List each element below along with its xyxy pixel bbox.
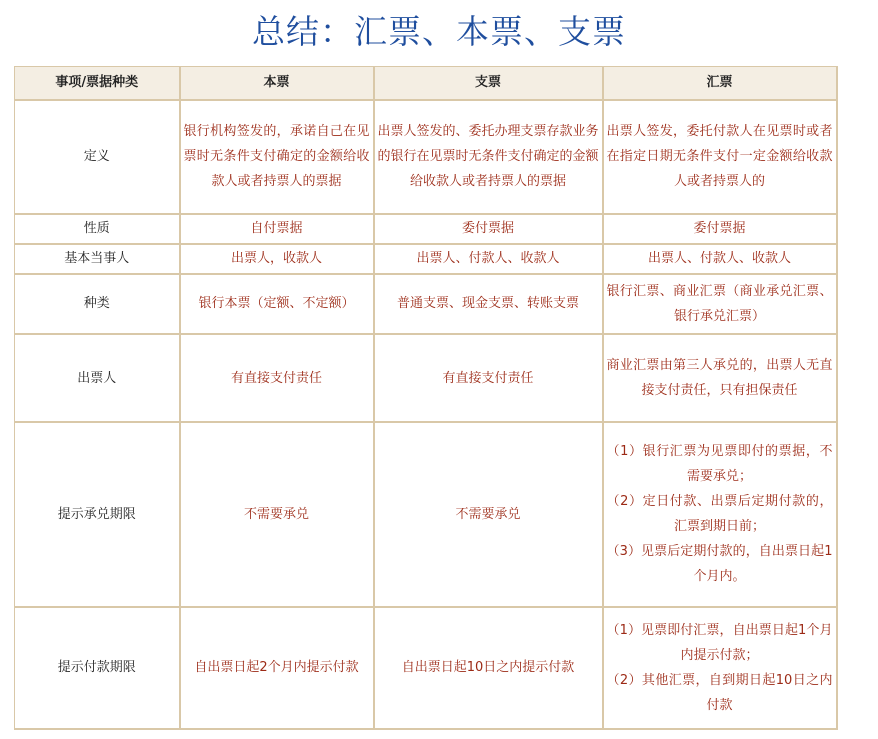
page-title: 总结：汇票、本票、支票 xyxy=(252,12,626,51)
cell-definition-check: 出票人签发的、委托办理支票存款业务的银行在见票时无条件支付确定的金额给收款人或者持票人的票据 xyxy=(374,100,603,214)
header-check: 支票 xyxy=(374,67,603,100)
cell-nature-promissory: 自付票据 xyxy=(180,214,374,244)
row-types xyxy=(15,274,837,334)
comparison-table xyxy=(14,66,838,730)
row-drawer xyxy=(15,334,837,422)
cell-parties-promissory: 出票人，收款人 xyxy=(180,244,374,274)
cell-payment-bill xyxy=(603,607,837,729)
cell-drawer-promissory: 有直接支付责任 xyxy=(180,334,374,422)
row-parties xyxy=(15,244,837,274)
cell-definition-bill: 出票人签发，委托付款人在见票时或者在指定日期无条件支付一定金额给收款人或者持票人的 xyxy=(603,100,837,214)
cell-definition-promissory: 银行机构签发的，承诺自己在见票时无条件支付确定的金额给收款人或者持票人的票据 xyxy=(180,100,374,214)
cell-nature-check: 委付票据 xyxy=(374,214,603,244)
acceptance-bill-item-2: （2）定日付款、出票后定期付款的，汇票到期日前； xyxy=(606,494,833,535)
header-bill-of-exchange: 汇票 xyxy=(603,67,837,100)
cell-parties-check: 出票人、付款人、收款人 xyxy=(374,244,603,274)
row-label-definition: 定义 xyxy=(15,100,180,214)
payment-bill-item-2: （2）其他汇票，自到期日起10日之内付款 xyxy=(606,672,833,713)
row-label-nature: 性质 xyxy=(15,214,180,244)
row-label-payment-period: 提示付款期限 xyxy=(15,607,180,729)
row-acceptance-period xyxy=(15,422,837,607)
row-label-types: 种类 xyxy=(15,274,180,334)
cell-acceptance-check: 不需要承兑 xyxy=(374,422,603,607)
row-label-drawer: 出票人 xyxy=(15,334,180,422)
cell-types-bill: 银行汇票、商业汇票（商业承兑汇票、银行承兑汇票） xyxy=(603,274,837,334)
cell-acceptance-promissory: 不需要承兑 xyxy=(180,422,374,607)
cell-types-promissory: 银行本票（定额、不定额） xyxy=(180,274,374,334)
cell-drawer-check: 有直接支付责任 xyxy=(374,334,603,422)
cell-nature-bill: 委付票据 xyxy=(603,214,837,244)
acceptance-bill-item-1: （1）银行汇票为见票即付的票据，不需要承兑； xyxy=(606,444,833,485)
header-item-type: 事项/票据种类 xyxy=(15,67,180,100)
cell-types-check: 普通支票、现金支票、转账支票 xyxy=(374,274,603,334)
cell-acceptance-bill xyxy=(603,422,837,607)
row-definition xyxy=(15,100,837,214)
acceptance-bill-item-3: （3）见票后定期付款的，自出票日起1个月内。 xyxy=(606,544,833,585)
table-header-row xyxy=(15,67,837,100)
cell-payment-check: 自出票日起10日之内提示付款 xyxy=(374,607,603,729)
header-promissory-note: 本票 xyxy=(180,67,374,100)
row-label-parties: 基本当事人 xyxy=(15,244,180,274)
row-payment-period xyxy=(15,607,837,729)
cell-parties-bill: 出票人、付款人、收款人 xyxy=(603,244,837,274)
cell-drawer-bill: 商业汇票由第三人承兑的，出票人无直接支付责任，只有担保责任 xyxy=(603,334,837,422)
cell-payment-promissory: 自出票日起2个月内提示付款 xyxy=(180,607,374,729)
row-label-acceptance-period: 提示承兑期限 xyxy=(15,422,180,607)
payment-bill-item-1: （1）见票即付汇票，自出票日起1个月内提示付款； xyxy=(606,622,833,663)
row-nature xyxy=(15,214,837,244)
